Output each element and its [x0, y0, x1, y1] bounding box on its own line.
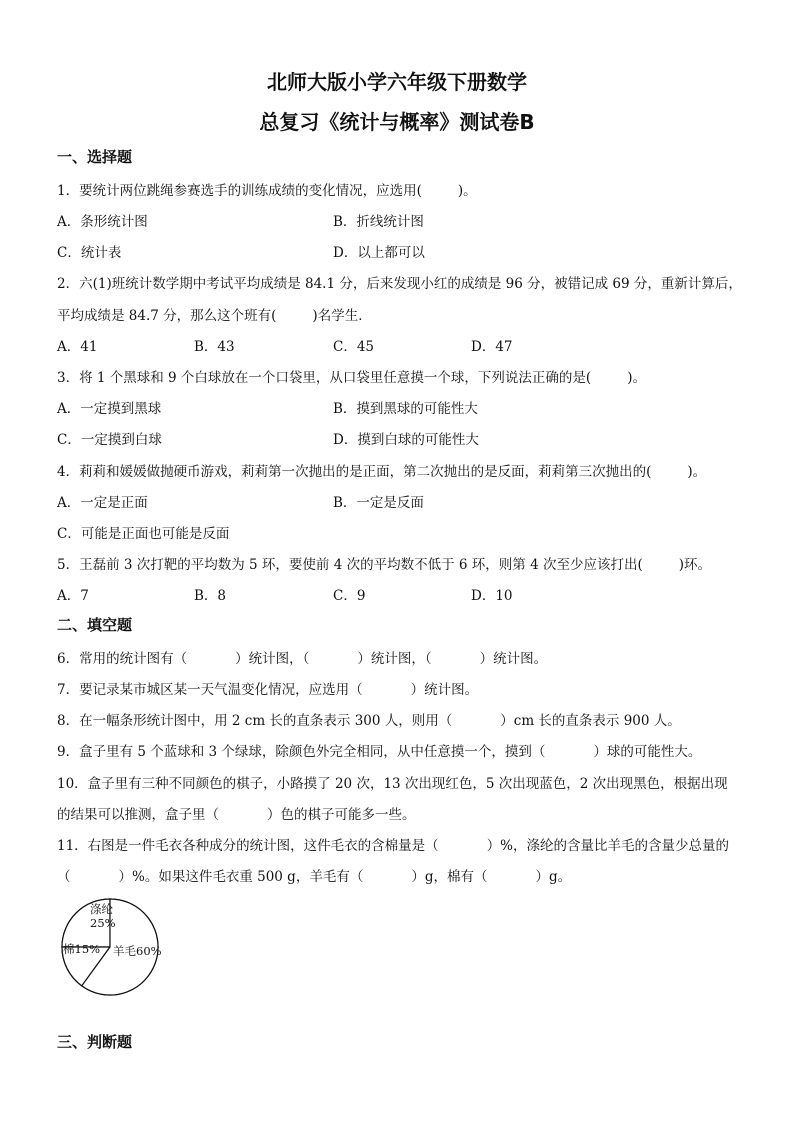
- section-heading-choice: 一、选择题: [57, 148, 133, 166]
- q3-option-d: D．摸到白球的可能性大: [333, 432, 479, 448]
- pie-label-3-1: 羊毛60%: [113, 944, 162, 958]
- q5-option-b: B．8: [194, 588, 227, 604]
- q1-option-a: A．条形统计图: [57, 214, 148, 230]
- pie-label-1-2: 25%: [90, 916, 116, 930]
- question-6-text: ）统计图，（: [357, 651, 432, 667]
- question-2-stem: 平均成绩是 84.7 分，那么这个班有(: [57, 308, 277, 324]
- question-5: [57, 553, 711, 573]
- q1-option-c: C．统计表: [57, 245, 122, 261]
- question-11-text: ）g。: [535, 869, 572, 885]
- pie-label-2-1: 棉15%: [63, 942, 101, 956]
- question-7: [57, 678, 478, 698]
- q5-option-d: D．10: [471, 588, 513, 604]
- question-6: [57, 647, 547, 667]
- question-4-stem: 4．莉莉和媛媛做抛硬币游戏，莉莉第一次抛出的是正面，第二次抛出的是反面，莉莉第三次抛出的(: [57, 464, 652, 480]
- pie-label-1-1: 涤纶: [90, 902, 113, 916]
- question-10-text: ）色的棋子可能多一些。: [267, 807, 416, 823]
- question-3-stem-end: )。: [627, 370, 646, 386]
- worksheet-title: 北师大版小学六年级下册数学: [267, 70, 527, 94]
- q2-option-c: C．45: [333, 339, 375, 355]
- question-2-line2: [57, 304, 372, 324]
- question-2-stem-end: )名学生．: [312, 308, 372, 324]
- question-10-line1: 10．盒子里有三种不同颜色的棋子，小路摸了 20 次，13 次出现红色，5 次出现蓝色，2 次出现黑色，根据出现: [57, 776, 728, 792]
- question-8-text: 8．在一幅条形统计图中，用 2 cm 长的直条表示 300 人，则用（: [57, 713, 453, 729]
- question-6-text: ）统计图，（: [235, 651, 310, 667]
- question-8: [57, 709, 681, 729]
- question-8-text: ）cm 长的直条表示 900 人。: [500, 713, 681, 729]
- question-6-text: 6．常用的统计图有（: [57, 651, 188, 667]
- question-10-line2: [57, 803, 416, 823]
- q3-option-a: A．一定摸到黑球: [57, 401, 162, 417]
- question-1-stem-end: )。: [457, 183, 477, 199]
- q1-option-d: D．以上都可以: [333, 245, 425, 261]
- question-9-text: 9．盒子里有 5 个蓝球和 3 个绿球，除颜色外完全相同，从中任意摸一个，摸到（: [57, 744, 546, 760]
- q4-option-b: B．一定是反面: [333, 495, 424, 511]
- question-11-text: ）%。如果这件毛衣重 500 g，羊毛有（: [118, 869, 364, 885]
- q5-option-a: A．7: [57, 588, 89, 604]
- question-11-text: ）%，涤纶的含量比羊毛的含量少总量的: [486, 838, 730, 854]
- q4-option-a: A．一定是正面: [57, 495, 148, 511]
- question-11-text: 11．右图是一件毛衣各种成分的统计图，这件毛衣的含棉量是（: [57, 838, 439, 854]
- section-heading-judge: 三、判断题: [57, 1033, 133, 1051]
- question-7-text: 7．要记录某市城区某一天气温变化情况，应选用（: [57, 682, 363, 698]
- question-11-line1: [57, 834, 729, 854]
- q2-option-d: D．47: [471, 339, 513, 355]
- question-1-stem: 1．要统计两位跳绳参赛选手的训练成绩的变化情况，应选用(: [57, 183, 422, 199]
- question-4-stem-end: )。: [687, 464, 707, 480]
- q1-option-b: B．折线统计图: [333, 214, 424, 230]
- question-5-stem: 5．王磊前 3 次打靶的平均数为 5 环，要使前 4 次的平均数不低于 6 环，则第 4 次至少应该打出(: [57, 557, 643, 573]
- question-11-text: （: [57, 869, 71, 885]
- question-2-line1: 2．六(1)班统计数学期中考试平均成绩是 84.1 分，后来发现小红的成绩是 96 分，被错记成 69 分，重新计算后，: [57, 276, 742, 292]
- worksheet-subtitle: 总复习《统计与概率》测试卷B: [259, 110, 535, 134]
- section-heading-fill: 二、填空题: [57, 616, 133, 634]
- question-9: [57, 740, 701, 760]
- q3-option-b: B．摸到黑球的可能性大: [333, 401, 478, 417]
- q5-option-c: C．9: [333, 588, 366, 604]
- sweater-composition-pie-chart: [56, 897, 164, 997]
- question-10-text: 的结果可以推测，盒子里（: [57, 807, 219, 823]
- question-4: [57, 460, 706, 480]
- q2-option-a: A．41: [57, 339, 98, 355]
- question-1: [57, 179, 477, 199]
- q2-option-b: B．43: [194, 339, 235, 355]
- question-3-stem: 3．将 1 个黑球和 9 个白球放在一个口袋里，从口袋里任意摸一个球，下列说法正确的是(: [57, 370, 592, 386]
- question-7-text: ）统计图。: [410, 682, 479, 698]
- question-11-line2: [57, 865, 571, 885]
- question-6-text: ）统计图。: [479, 651, 548, 667]
- question-11-text: ）g，棉有（: [411, 869, 488, 885]
- question-9-text: ）球的可能性大。: [593, 744, 702, 760]
- q3-option-c: C．一定摸到白球: [57, 432, 162, 448]
- question-3: [57, 366, 646, 386]
- question-5-stem-end: )环。: [678, 557, 711, 573]
- q4-option-c: C．可能是正面也可能是反面: [57, 526, 230, 542]
